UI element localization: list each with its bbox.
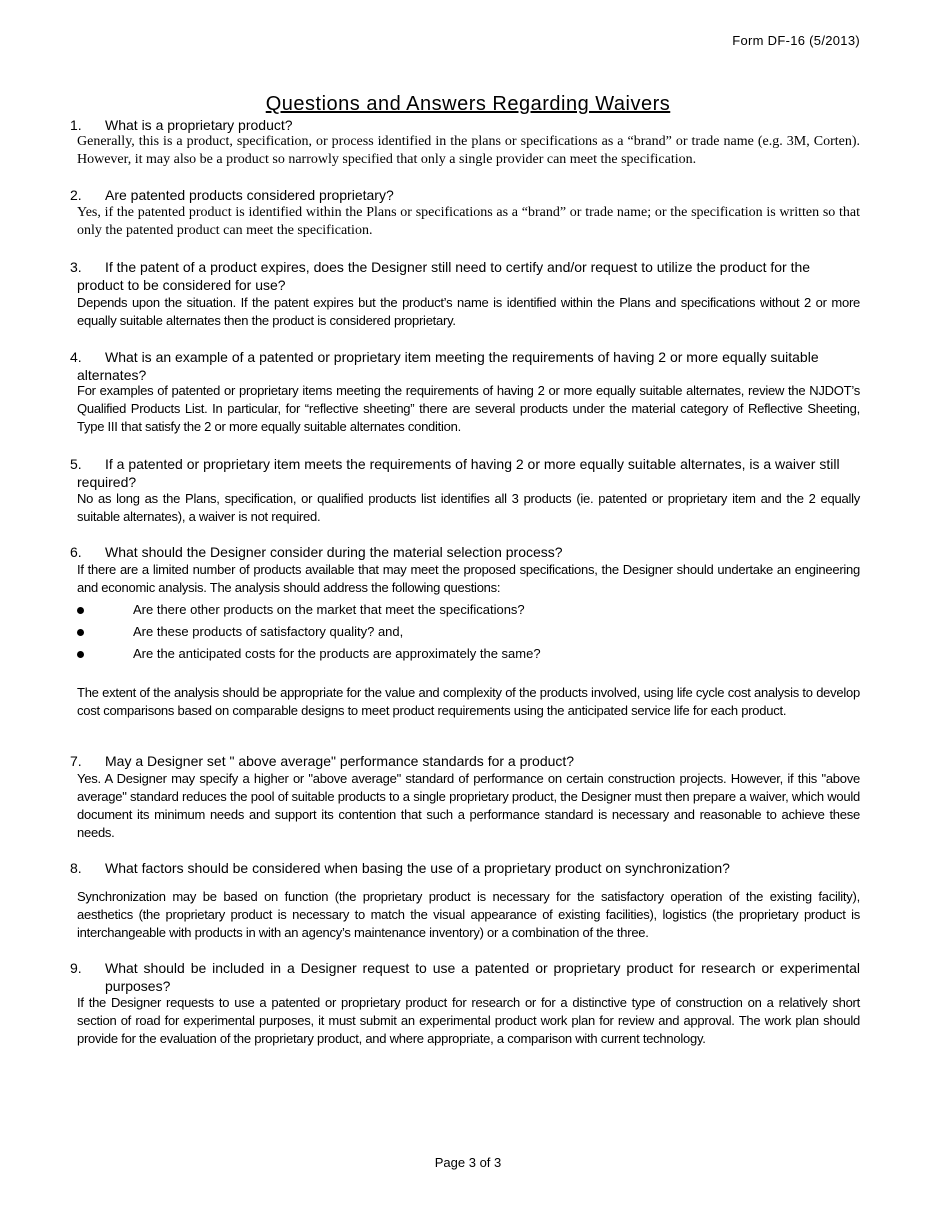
question-number: 9. — [70, 960, 82, 976]
question-text: Are patented products considered proprietary? — [105, 187, 394, 203]
bullet-item — [77, 599, 860, 621]
question-number: 2. — [70, 187, 82, 203]
bullet-text: Are these products of satisfactory quality? and, — [133, 624, 404, 639]
bullet-text: Are the anticipated costs for the products are approximately the same? — [133, 646, 541, 661]
question-text: May a Designer set " above average" performance standards for a product? — [105, 753, 575, 769]
answer-6-followup: The extent of the analysis should be appropriate for the value and complexity of the products involved, using life cycle cost analysis to develop cost comparisons based on comparable designs to meet product requirements using the anticipated service life for each product. — [77, 685, 860, 718]
answer-4: For examples of patented or proprietary items meeting the requirements of having 2 or more equally suitable alternates, review the NJDOT’s Qualified Products List. In particular, for “reflective sheeting” there are several products under the material category of Reflective Sheeting, Type III that satisfy the 2 or more equally suitable alternates condition. — [77, 383, 860, 434]
bullet-list — [77, 599, 860, 665]
answer-3: Depends upon the situation. If the patent expires but the product’s name is identified within the Plans and specifications without 2 or more equally suitable alternates then the product is considered proprietary. — [77, 295, 860, 328]
question-number: 5. — [70, 456, 82, 472]
answer-2: Yes, if the patented product is identified within the Plans or specifications as a “brand” or trade name; or the specification is written so that only the patented product can meet the specification. — [77, 205, 860, 238]
question-1 — [70, 116, 860, 134]
bullet-icon — [77, 607, 84, 614]
answer-8: Synchronization may be based on function (the proprietary product is necessary for the satisfactory operation of the existing facility), aesthetics (the proprietary product is necessary to match the visual appearance of existing facilities), logistics (the proprietary product is interchangeable with products in with an agency’s maintenance inventory) or a combination of the three. — [77, 889, 860, 940]
bullet-item — [77, 643, 860, 665]
form-id: Form DF-16 (5/2013) — [732, 33, 860, 48]
question-number: 3. — [70, 259, 82, 275]
question-5 — [70, 455, 860, 491]
question-text: If a patented or proprietary item meets the requirements of having 2 or more equally suitable alternates, is a waiver still required? — [77, 456, 840, 490]
question-number: 6. — [70, 544, 82, 560]
question-3 — [70, 258, 860, 294]
bullet-item — [77, 621, 860, 643]
question-2 — [70, 186, 860, 204]
question-number: 7. — [70, 753, 82, 769]
answer-9: If the Designer requests to use a patented or proprietary product for research or for a distinctive type of construction on a relatively short section of road for experimental purposes, it must submit an experimental product work plan for review and approval. The work plan should provide for the evaluation of the proprietary product, and where appropriate, a comparison with current technology. — [77, 995, 860, 1046]
question-number: 4. — [70, 349, 82, 365]
page-title: Questions and Answers Regarding Waivers — [265, 93, 671, 115]
answer-5: No as long as the Plans, specification, or qualified products list identifies all 3 products (ie. patented or proprietary item and the 2 equally suitable alternates), a waiver is not required. — [77, 491, 860, 524]
question-text: What is a proprietary product? — [105, 117, 293, 133]
question-number: 8. — [70, 860, 82, 876]
bullet-icon — [77, 651, 84, 658]
answer-7: Yes. A Designer may specify a higher or "above average" standard of performance on certain construction projects. However, if this "above average" standard reduces the pool of suitable products to a single proprietary product, the Designer must then prepare a waiver, which would document its minimum needs and support its contention that such a performance standard is necessary and reasonable to achieve these needs. — [77, 771, 860, 840]
question-8 — [70, 859, 860, 877]
answer-6: If there are a limited number of products available that may meet the proposed specifications, the Designer should undertake an engineering and economic analysis. The analysis should address the following questions: — [77, 562, 860, 595]
question-text: What is an example of a patented or proprietary item meeting the requirements of having 2 or more equally suitable alternates? — [77, 349, 819, 383]
page-number: Page 3 of 3 — [434, 1155, 502, 1170]
question-number: 1. — [70, 117, 82, 133]
bullet-text: Are there other products on the market that meet the specifications? — [133, 602, 525, 617]
question-9 — [70, 959, 860, 995]
question-6 — [70, 543, 860, 561]
answer-1: Generally, this is a product, specification, or process identified in the plans or specifications as a “brand” or trade name (e.g. 3M, Corten). However, it may also be a product so narrowly specified that only a single provider can meet the specification. — [77, 134, 860, 167]
question-7 — [70, 752, 860, 770]
bullet-icon — [77, 629, 84, 636]
question-text: If the patent of a product expires, does the Designer still need to certify and/or request to utilize the product for the product to be considered for use? — [77, 259, 811, 293]
question-4 — [70, 348, 860, 384]
question-text: What should the Designer consider during the material selection process? — [105, 544, 563, 560]
question-text: What factors should be considered when basing the use of a proprietary product on synchronization? — [105, 860, 730, 876]
question-text: What should be included in a Designer request to use a patented or proprietary product for research or experimental purposes? — [105, 960, 860, 994]
